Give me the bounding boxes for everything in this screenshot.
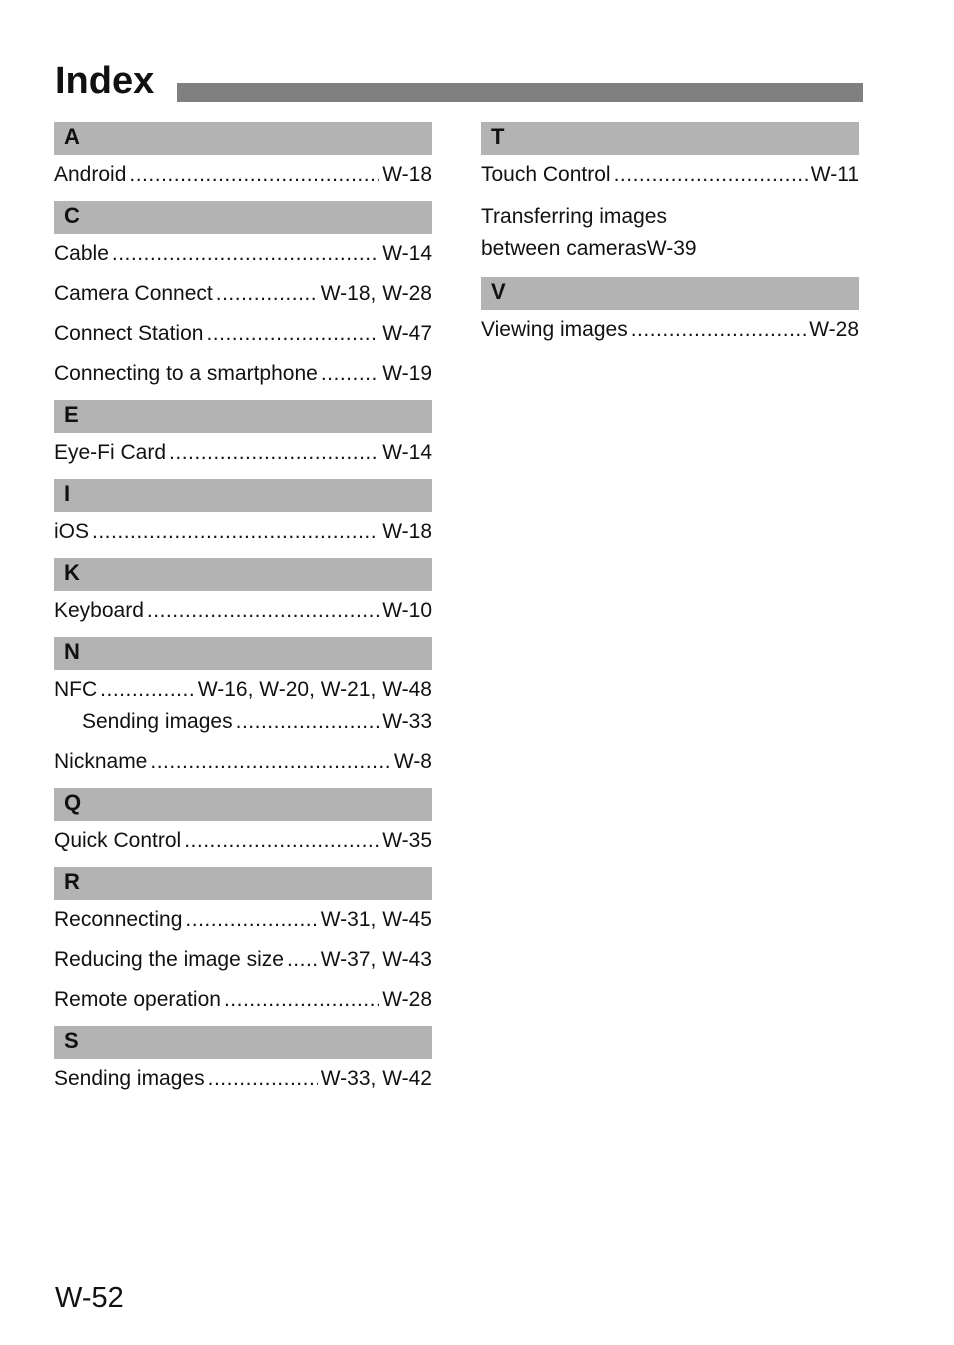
section-letter-heading: T — [481, 122, 859, 155]
entry-term: Sending images — [54, 1067, 205, 1090]
entry-term: Viewing images — [481, 318, 628, 341]
entry-page-ref: W-18, W-28 — [320, 282, 432, 305]
section-letter-heading: K — [54, 558, 432, 591]
entry-term: Connect Station — [54, 322, 204, 345]
entry-term: Reconnecting — [54, 908, 183, 931]
index-section-n — [54, 637, 432, 776]
index-section-r — [54, 867, 432, 1014]
index-section-v — [481, 277, 859, 344]
entry-list — [54, 591, 432, 625]
index-section-k — [54, 558, 432, 625]
dot-leader — [216, 280, 318, 308]
entry-list — [54, 512, 432, 546]
entry-continuation — [481, 233, 859, 265]
entry-term: iOS — [54, 520, 90, 543]
index-entry — [481, 316, 859, 344]
entry-page-ref: W-33, W-42 — [320, 1067, 432, 1090]
dot-leader — [185, 906, 317, 934]
entry-list — [54, 670, 432, 776]
index-entry — [54, 360, 432, 388]
dot-leader — [236, 708, 380, 736]
section-letter-heading: S — [54, 1026, 432, 1059]
index-entry — [54, 597, 432, 625]
index-entry — [54, 748, 432, 776]
index-entry — [54, 676, 432, 704]
entry-list — [481, 310, 859, 344]
dot-leader — [169, 439, 379, 467]
index-section-i — [54, 479, 432, 546]
page-title: Index — [55, 60, 155, 102]
index-entry — [54, 827, 432, 855]
section-letter-heading: V — [481, 277, 859, 310]
entry-page-ref: W-18 — [382, 163, 432, 186]
entry-page-ref: W-14 — [382, 441, 432, 464]
index-left-column — [54, 122, 432, 1105]
dot-leader — [614, 161, 808, 189]
entry-page-ref: W-19 — [382, 362, 432, 385]
entry-page-ref: W-39 — [646, 237, 697, 260]
index-section-t — [481, 122, 859, 265]
entry-list — [54, 1059, 432, 1093]
entry-page-ref: W-35 — [382, 829, 432, 852]
entry-term: Cable — [54, 242, 109, 265]
entry-list — [54, 821, 432, 855]
index-section-e — [54, 400, 432, 467]
entry-page-ref: W-31, W-45 — [320, 908, 432, 931]
dot-leader — [206, 320, 379, 348]
index-entry — [54, 161, 432, 189]
entry-list — [54, 234, 432, 388]
dot-leader — [321, 360, 379, 388]
index-entry — [54, 906, 432, 934]
index-entry — [54, 986, 432, 1014]
entry-page-ref: W-14 — [382, 242, 432, 265]
entry-term: Touch Control — [481, 163, 611, 186]
section-letter-heading: E — [54, 400, 432, 433]
entry-page-ref: W-37, W-43 — [320, 948, 432, 971]
entry-term: Connecting to a smartphone — [54, 362, 318, 385]
index-entry — [54, 946, 432, 974]
index-section-s — [54, 1026, 432, 1093]
entry-term: Eye-Fi Card — [54, 441, 167, 464]
section-letter-heading: A — [54, 122, 432, 155]
entry-term-continuation: between cameras — [481, 237, 647, 260]
entry-list — [54, 900, 432, 1014]
dot-leader — [208, 1065, 318, 1093]
entry-term: Remote operation — [54, 988, 221, 1011]
section-letter-heading: N — [54, 637, 432, 670]
entry-page-ref: W-8 — [393, 750, 432, 773]
entry-page-ref: W-11 — [810, 163, 859, 186]
index-entry — [54, 518, 432, 546]
section-letter-heading: C — [54, 201, 432, 234]
dot-leader — [150, 748, 391, 776]
title-rule — [177, 83, 863, 102]
dot-leader — [147, 597, 379, 625]
dot-leader — [184, 827, 379, 855]
entry-list — [54, 433, 432, 467]
dot-leader — [92, 518, 379, 546]
entry-page-ref: W-33 — [382, 710, 432, 733]
dot-leader — [631, 316, 807, 344]
entry-page-ref: W-10 — [382, 599, 432, 622]
entry-page-ref: W-16, W-20, W-21, W-48 — [197, 678, 432, 701]
entry-list — [54, 155, 432, 189]
index-entry — [54, 280, 432, 308]
dot-leader — [100, 676, 195, 704]
section-letter-heading: R — [54, 867, 432, 900]
dot-leader — [112, 240, 379, 268]
index-entry — [54, 320, 432, 348]
entry-page-ref: W-47 — [382, 322, 432, 345]
dot-leader — [287, 946, 318, 974]
entry-page-ref: W-28 — [809, 318, 859, 341]
index-entry — [54, 439, 432, 467]
section-letter-heading: I — [54, 479, 432, 512]
page-number: W-52 — [55, 1282, 124, 1314]
index-entry — [481, 161, 859, 189]
section-letter-heading: Q — [54, 788, 432, 821]
entry-term: Sending images — [82, 710, 233, 733]
dot-leader — [224, 986, 379, 1014]
index-entry — [54, 240, 432, 268]
index-entry — [481, 201, 859, 265]
entry-term: Nickname — [54, 750, 148, 773]
index-right-column — [481, 122, 859, 356]
entry-page-ref: W-18 — [382, 520, 432, 543]
entry-list — [481, 155, 859, 265]
entry-term: Quick Control — [54, 829, 182, 852]
index-section-c — [54, 201, 432, 388]
index-entry — [54, 1065, 432, 1093]
index-section-q — [54, 788, 432, 855]
entry-term: Reducing the image size — [54, 948, 284, 971]
entry-term: Camera Connect — [54, 282, 213, 305]
dot-leader — [129, 161, 379, 189]
entry-term: Android — [54, 163, 127, 186]
index-section-a — [54, 122, 432, 189]
index-subentry — [54, 708, 432, 736]
entry-page-ref: W-28 — [382, 988, 432, 1011]
entry-term: Keyboard — [54, 599, 144, 622]
entry-term: NFC — [54, 678, 98, 701]
entry-term: Transferring images — [481, 205, 667, 228]
